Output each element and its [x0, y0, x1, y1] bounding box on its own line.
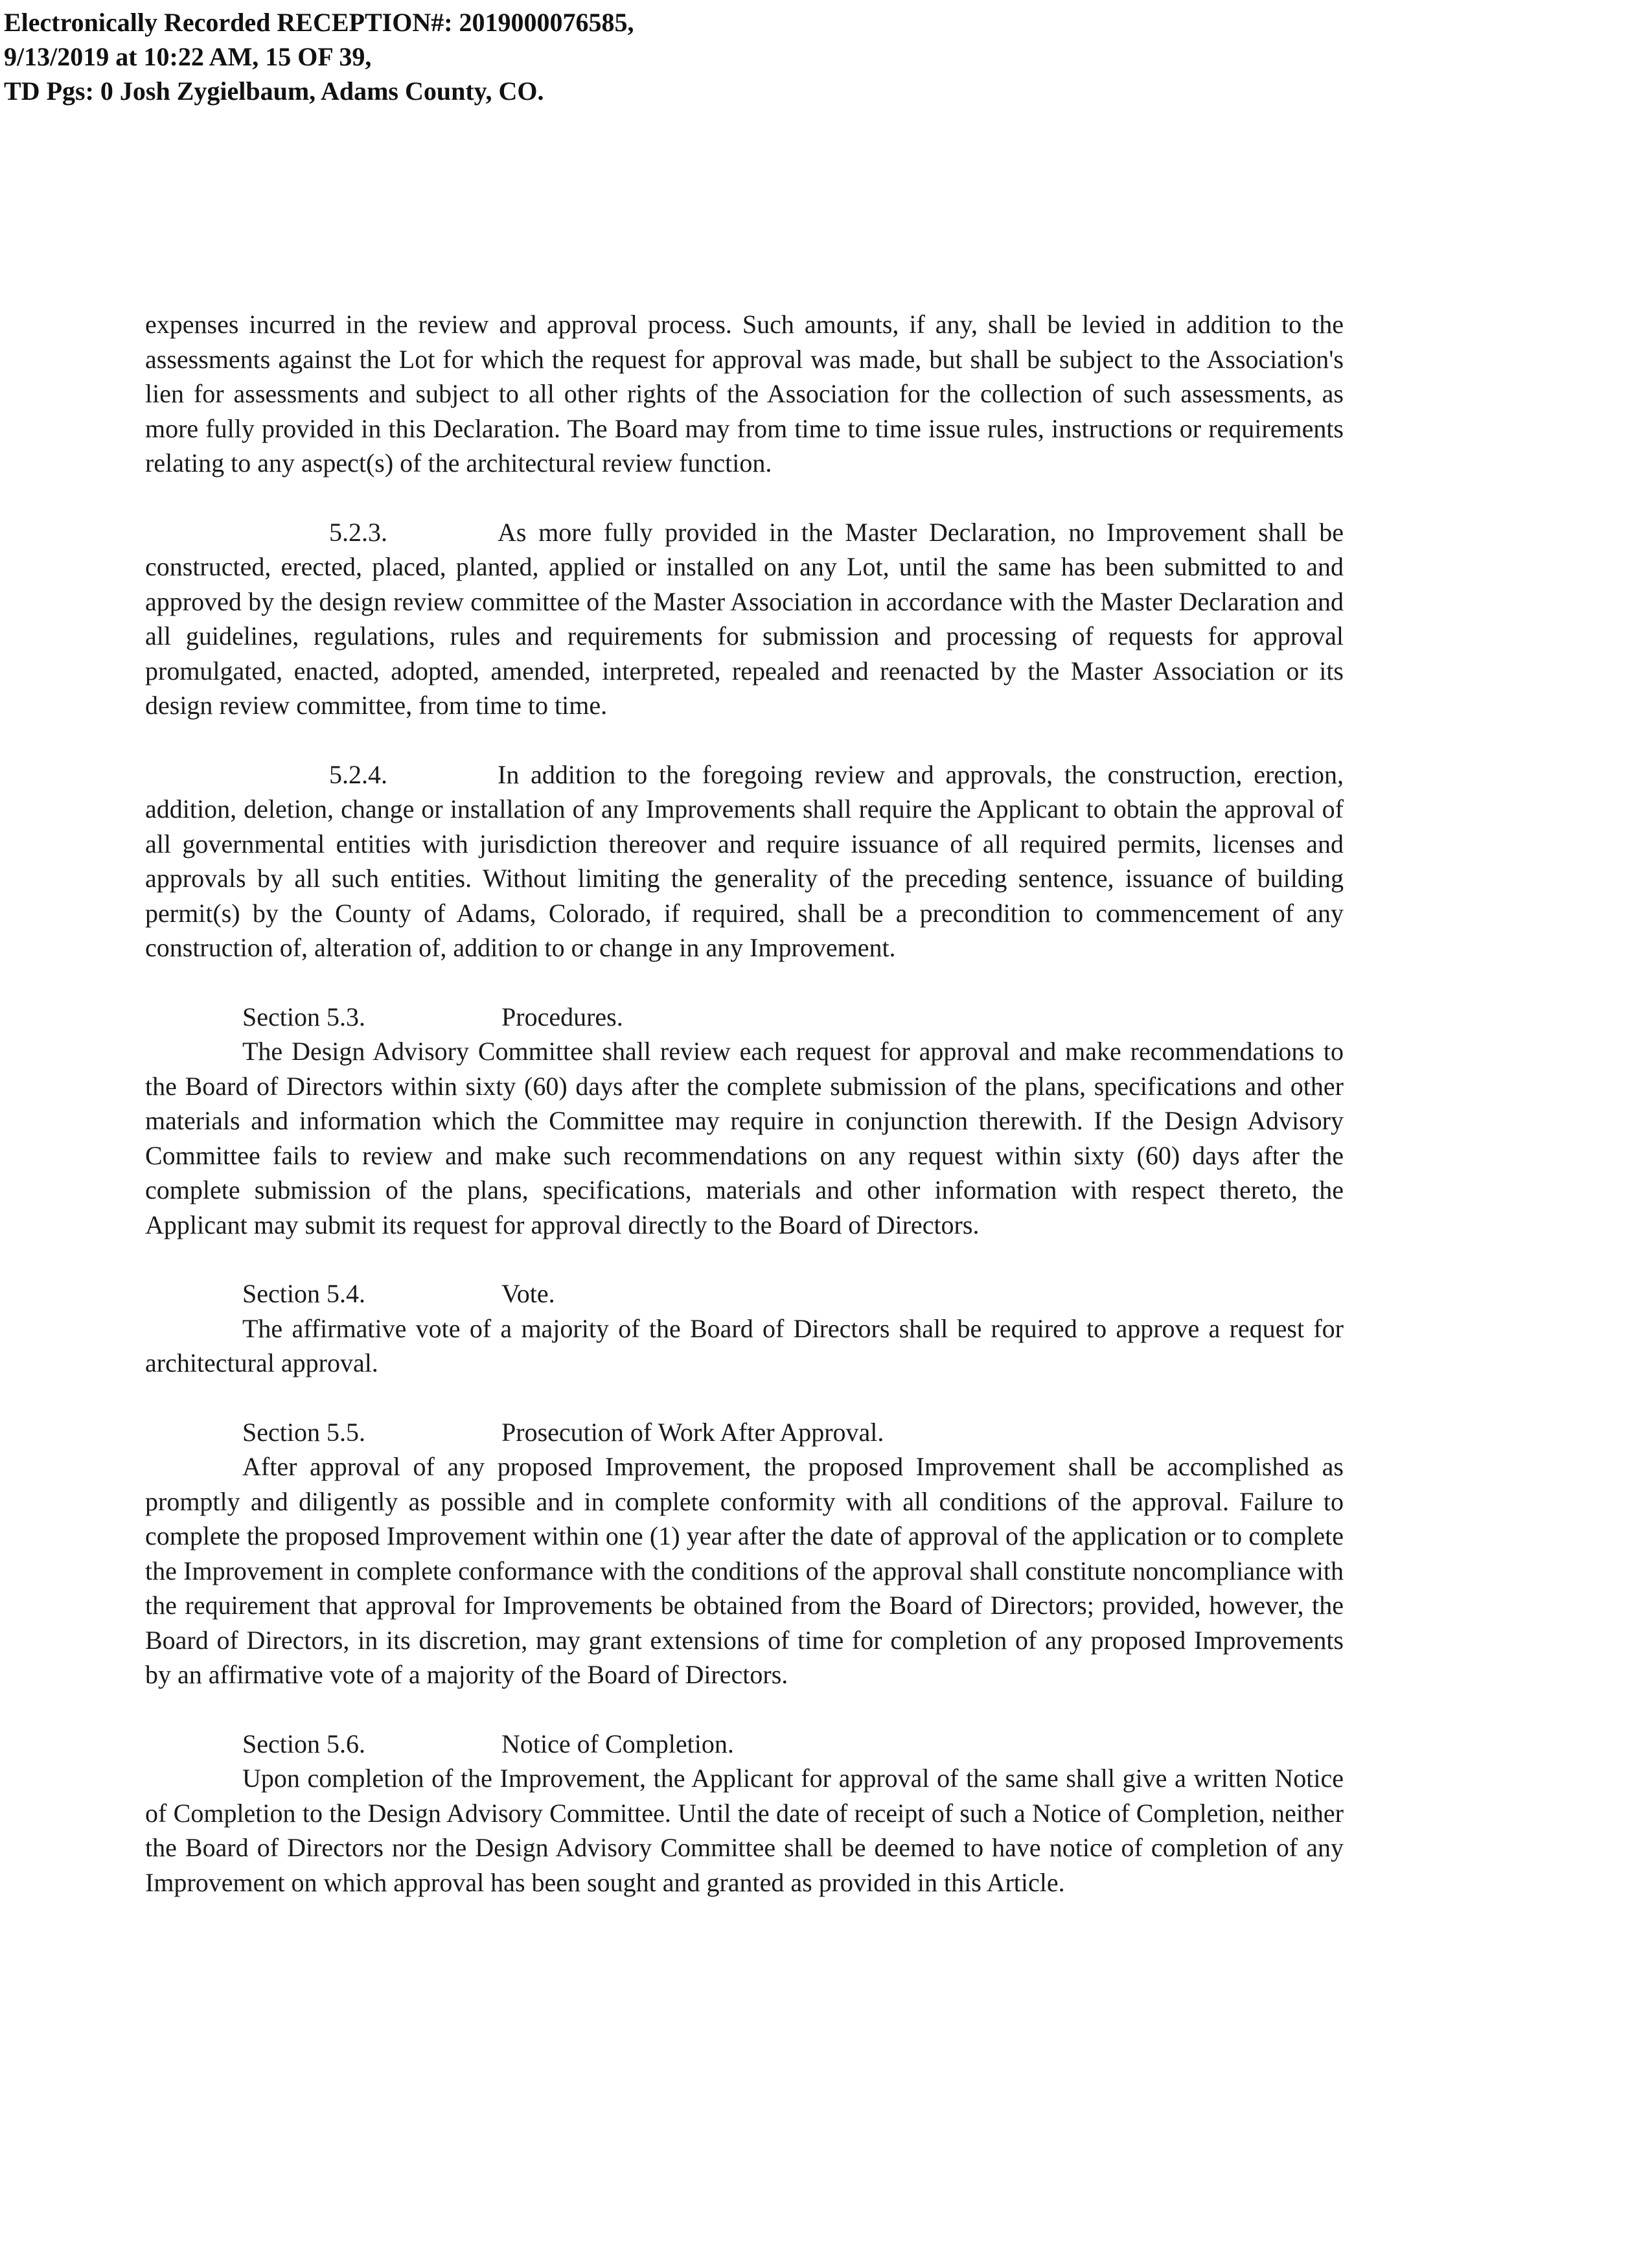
- recording-stamp-line-1: Electronically Recorded RECEPTION#: 2019000076585,: [4, 8, 634, 37]
- section-5-6-title: Notice of Completion.: [501, 1729, 734, 1758]
- section-5-3-heading: [145, 1000, 1344, 1035]
- section-5-5-body: After approval of any proposed Improvement, the proposed Improvement shall be accomplished as promptly and diligently as possible and in complete conformity with all conditions of the approval. Failure to complete the proposed Improvement within one (1) year after the date of approval of the application or to complete the Improvement in complete conformance with the conditions of the approval shall constitute noncompliance with the requirement that approval for Improvements be obtained from the Board of Directors; provided, however, the Board of Directors, in its discretion, may grant extensions of time for completion of any proposed Improvements by an affirmative vote of a majority of the Board of Directors.: [145, 1452, 1344, 1689]
- section-5-6: [145, 1727, 1344, 1900]
- subsection-5-2-3-number: 5.2.3.: [329, 517, 387, 547]
- subsection-5-2-3-text: As more fully provided in the Master Declaration, no Improvement shall be constructed, erected, placed, planted, applied or installed on any Lot, until the same has been submitted to and approved by the design review committee of the Master Association in accordance with the Master Declaration and all guidelines, regulations, rules and requirements for submission and processing of requests for approval promulgated, enacted, adopted, amended, interpreted, repealed and reenacted by the Master Association or its design review committee, from time to time.: [145, 517, 1344, 720]
- subsection-5-2-4-text: In addition to the foregoing review and approvals, the construction, erection, addition, deletion, change or installation of any Improvements shall require the Applicant to obtain the approval of all governmental entities with jurisdiction thereover and require issuance of all required permits, licenses and approvals by all such entities. Without limiting the generality of the preceding sentence, issuance of building permit(s) by the County of Adams, Colorado, if required, shall be a precondition to commencement of any construction of, alteration of, addition to or change in any Improvement.: [145, 759, 1344, 962]
- section-5-6-number: Section 5.6.: [242, 1729, 365, 1758]
- recording-stamp: [4, 5, 634, 108]
- section-5-5-title: Prosecution of Work After Approval.: [501, 1417, 884, 1447]
- section-5-3: [145, 1000, 1344, 1243]
- section-5-3-number: Section 5.3.: [242, 1002, 365, 1031]
- document-body: [145, 307, 1344, 1934]
- recording-stamp-line-3: TD Pgs: 0 Josh Zygielbaum, Adams County, CO.: [4, 76, 544, 106]
- subsection-5-2-4-number: 5.2.4.: [329, 759, 387, 789]
- section-5-4-heading: [145, 1276, 1344, 1311]
- continuation-paragraph: expenses incurred in the review and approval process. Such amounts, if any, shall be levied in addition to the assessments against the Lot for which the request for approval was made, but shall be subject to the Association's lien for assessments and subject to all other rights of the Association for the collection of such assessments, as more fully provided in this Declaration. The Board may from time to time issue rules, instructions or requirements relating to any aspect(s) of the architectural review function.: [145, 310, 1344, 478]
- section-5-4-title: Vote.: [501, 1279, 555, 1308]
- section-5-5-number: Section 5.5.: [242, 1417, 365, 1447]
- section-5-4-body: The affirmative vote of a majority of the Board of Directors shall be required to approve a request for architectural approval.: [145, 1313, 1344, 1377]
- subsection-5-2-3: [145, 515, 1344, 723]
- section-5-6-heading: [145, 1727, 1344, 1762]
- section-5-5: [145, 1415, 1344, 1692]
- section-5-5-heading: [145, 1415, 1344, 1450]
- section-5-6-body: Upon completion of the Improvement, the Applicant for approval of the same shall give a written Notice of Completion to the Design Advisory Committee. Until the date of receipt of such a Notice of Completion, neither the Board of Directors nor the Design Advisory Committee shall be deemed to have notice of completion of any Improvement on which approval has been sought and granted as provided in this Article.: [145, 1764, 1344, 1897]
- section-5-4-number: Section 5.4.: [242, 1279, 365, 1308]
- section-5-3-title: Procedures.: [501, 1002, 623, 1031]
- recording-stamp-line-2: 9/13/2019 at 10:22 AM, 15 OF 39,: [4, 42, 372, 71]
- section-5-4: [145, 1276, 1344, 1381]
- subsection-5-2-4: [145, 757, 1344, 965]
- section-5-3-body: The Design Advisory Committee shall review each request for approval and make recommendations to the Board of Directors within sixty (60) days after the complete submission of the plans, specifications and other materials and information which the Committee may require in conjunction therewith. If the Design Advisory Committee fails to review and make such recommendations on any request within sixty (60) days after the complete submission of the plans, specifications, materials and other information with respect thereto, the Applicant may submit its request for approval directly to the Board of Directors.: [145, 1037, 1344, 1239]
